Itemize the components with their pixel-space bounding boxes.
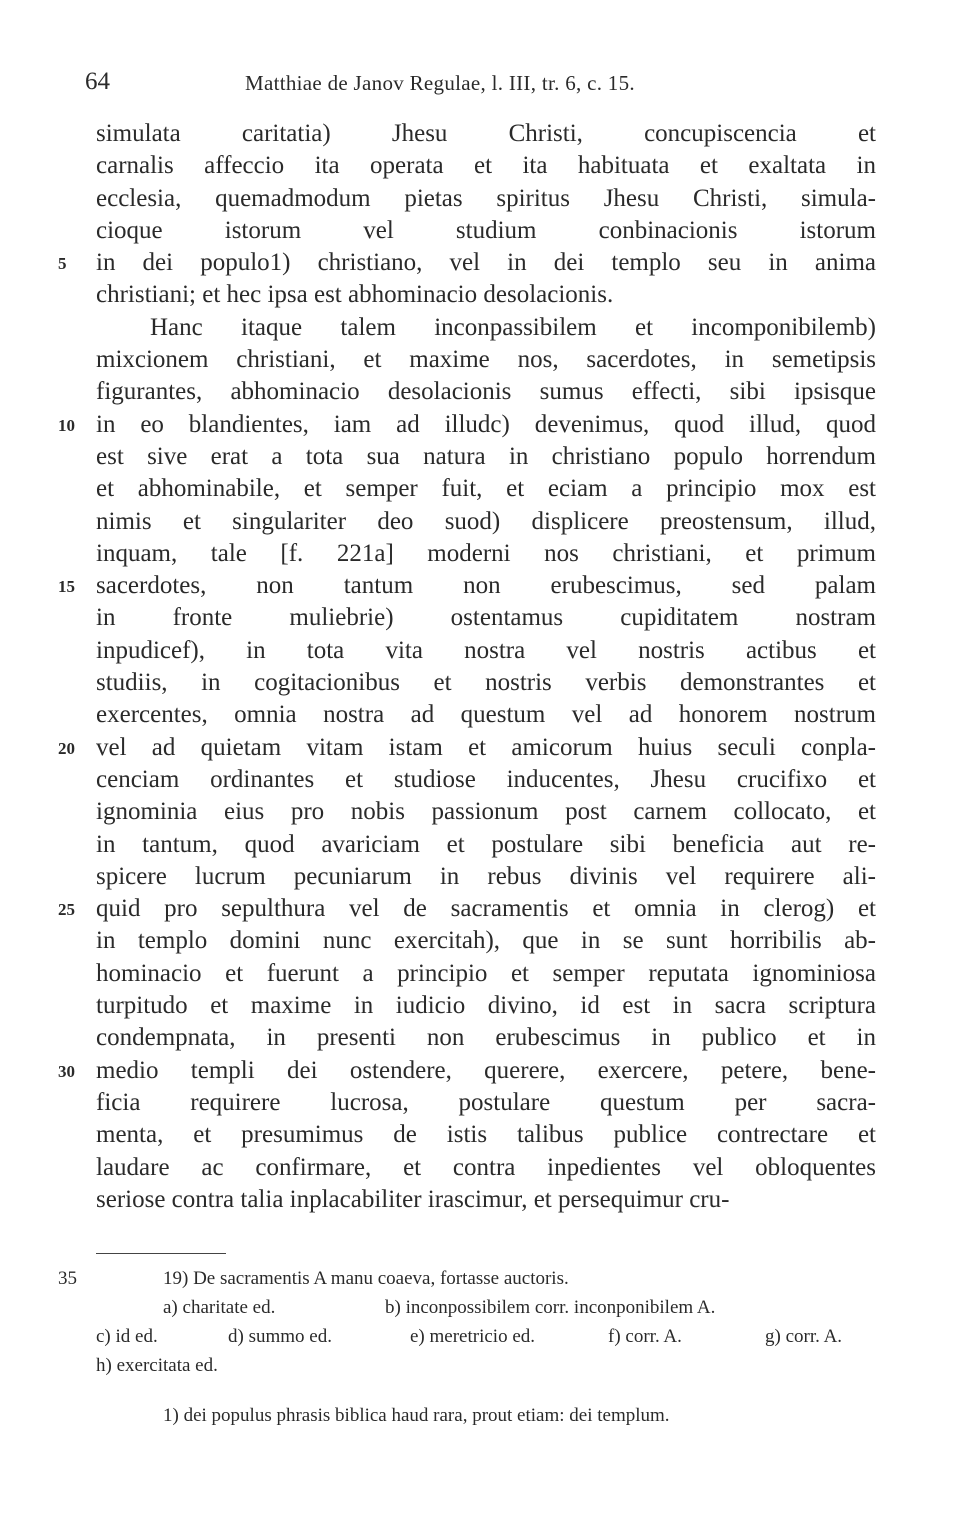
- text-line-content: medio templi dei ostendere, querere, exercere, petere, bene-: [96, 1056, 876, 1084]
- line-number: 35: [58, 1268, 77, 1289]
- line-number: 20: [58, 738, 75, 758]
- text-line-content: inpudicef), in tota vita nostra vel nostris actibus et: [96, 636, 876, 664]
- footnote-1: 1) dei populus phrasis biblica haud rara, prout etiam: dei templum.: [163, 1405, 670, 1426]
- text-line-content: simulata caritatia) Jhesu Christi, concupiscencia et: [96, 120, 876, 147]
- text-line-content: in dei populo1) christiano, vel in dei templo seu in anima: [96, 249, 876, 277]
- footnote-c: c) id ed.: [96, 1326, 158, 1347]
- text-line: [0, 1055, 960, 1087]
- text-line: [0, 602, 960, 634]
- text-line-content: figurantes, abhominacio desolacionis sumus effecti, sibi ipsisque: [96, 378, 876, 406]
- text-line: [0, 990, 960, 1022]
- text-line: [0, 183, 960, 215]
- text-line-content: sacerdotes, non tantum non erubescimus, sed palam: [96, 572, 876, 600]
- footnote-d: d) summo ed.: [228, 1326, 332, 1347]
- text-line: [0, 796, 960, 828]
- text-line: [0, 861, 960, 893]
- text-line: [0, 279, 960, 311]
- text-line-content: mixcionem christiani, et maxime nos, sacerdotes, in semetipsis: [96, 346, 876, 374]
- text-line-content: laudare ac confirmare, et contra inpedientes vel obloquentes: [96, 1153, 876, 1181]
- text-line: [0, 118, 960, 150]
- text-line: [0, 376, 960, 408]
- footnote-h: h) exercitata ed.: [96, 1355, 218, 1376]
- text-line: [0, 1152, 960, 1184]
- line-number: 15: [58, 577, 75, 597]
- text-line: [0, 473, 960, 505]
- footnote-line: [0, 1293, 960, 1322]
- text-line-content: menta, et presumimus de istis talibus publice contrectare et: [96, 1121, 876, 1149]
- footnote-f: f) corr. A.: [608, 1326, 682, 1347]
- text-line: [0, 1022, 960, 1054]
- text-line: [0, 247, 960, 279]
- text-line-content: in tantum, quod avariciam et postulare sibi beneficia aut re-: [96, 830, 876, 858]
- text-line: [0, 150, 960, 182]
- page-number: 64: [85, 68, 110, 95]
- text-line-content: ecclesia, quemadmodum pietas spiritus Jhesu Christi, simula-: [96, 184, 876, 212]
- line-number: 10: [58, 415, 75, 435]
- text-line-content: et abhominabile, et semper fuit, et eciam a principio mox est: [96, 475, 876, 503]
- text-line-content: seriose contra talia inplacabiliter irascimur, et persequimur cru-: [96, 1185, 730, 1213]
- text-line: [0, 538, 960, 570]
- text-line-content: spicere lucrum pecuniarum in rebus divinis vel requirere ali-: [96, 862, 876, 890]
- text-line-content: carnalis affeccio ita operata et ita habituata et exaltata in: [96, 152, 876, 180]
- text-line: [0, 829, 960, 861]
- text-line-content: christiani; et hec ipsa est abhominacio desolacionis.: [96, 281, 614, 309]
- footnote-line: [0, 1322, 960, 1351]
- text-line: [0, 409, 960, 441]
- footnote-a: a) charitate ed.: [163, 1297, 276, 1318]
- text-line-content: est sive erat a tota sua natura in christiano populo horrendum: [96, 442, 876, 470]
- text-line-content: condempnata, in presenti non erubescimus in publico et in: [96, 1024, 876, 1052]
- text-line-content: cenciam ordinantes et studiose inducentes, Jhesu crucifixo et: [96, 765, 876, 793]
- text-line: [0, 312, 960, 344]
- text-line-content: in eo blandientes, iam ad illudc) devenimus, quod illud, quod: [96, 410, 876, 438]
- text-line: [0, 441, 960, 473]
- text-line: [0, 925, 960, 957]
- text-line: [0, 764, 960, 796]
- running-header: [0, 68, 960, 104]
- text-line: [0, 1119, 960, 1151]
- text-line: [0, 506, 960, 538]
- footnote-19: 19) De sacramentis A manu coaeva, fortasse auctoris.: [163, 1268, 569, 1289]
- text-line-content: turpitudo et maxime in iudicio divino, id est in sacra scriptura: [96, 992, 876, 1020]
- text-line: [0, 635, 960, 667]
- main-text: [0, 118, 960, 1216]
- text-line-content: cioque istorum vel studium conbinacionis istorum: [96, 216, 876, 244]
- text-line-content: in fronte muliebrie) ostentamus cupiditatem nostram: [96, 604, 876, 632]
- text-line-content: nimis et singulariter deo suod) displicere preostensum, illud,: [96, 507, 876, 535]
- line-number: 5: [58, 254, 67, 274]
- text-line: [0, 1184, 960, 1216]
- text-line: [0, 667, 960, 699]
- text-line-content: quid pro sepulthura vel de sacramentis et omnia in clerog) et: [96, 895, 876, 923]
- text-line-content: vel ad quietam vitam istam et amicorum huius seculi conpla-: [96, 733, 876, 761]
- text-line: [0, 1087, 960, 1119]
- text-line-content: ficia requirere lucrosa, postulare questum per sacra-: [96, 1088, 876, 1116]
- footnote-line: [0, 1264, 960, 1293]
- text-line-content: exercentes, omnia nostra ad questum vel ad honorem nostrum: [96, 701, 876, 729]
- text-line-content: in templo domini nunc exercitah), que in se sunt horribilis ab-: [96, 927, 876, 955]
- text-line: [0, 732, 960, 764]
- text-line: [0, 958, 960, 990]
- footnote-rule: [96, 1253, 226, 1254]
- footnote-g: g) corr. A.: [765, 1326, 843, 1347]
- line-number: 25: [58, 900, 75, 920]
- footnotes: [0, 1264, 960, 1430]
- text-line: [0, 893, 960, 925]
- text-line-content: hominacio et fuerunt a principio et semper reputata ignominiosa: [96, 959, 876, 987]
- footnote-line: [0, 1351, 960, 1380]
- text-line: [0, 570, 960, 602]
- text-line-content: studiis, in cogitacionibus et nostris verbis demonstrantes et: [96, 669, 876, 697]
- running-title: Matthiae de Janov Regulae, l. III, tr. 6, c. 15.: [245, 71, 635, 95]
- text-line: [0, 215, 960, 247]
- text-line: [0, 344, 960, 376]
- text-line: [0, 699, 960, 731]
- text-line-content: inquam, tale [f. 221a] moderni nos christiani, et primum: [96, 539, 876, 567]
- footnote-line: [0, 1401, 960, 1430]
- footnote-e: e) meretricio ed.: [410, 1326, 536, 1347]
- line-number: 30: [58, 1061, 75, 1081]
- footnote-b: b) inconpossibilem corr. inconponibilem A.: [385, 1297, 716, 1318]
- text-line-content: ignominia eius pro nobis passionum post carnem collocato, et: [96, 798, 876, 826]
- text-line-content: Hanc itaque talem inconpassibilem et incomponibilemb): [150, 313, 876, 341]
